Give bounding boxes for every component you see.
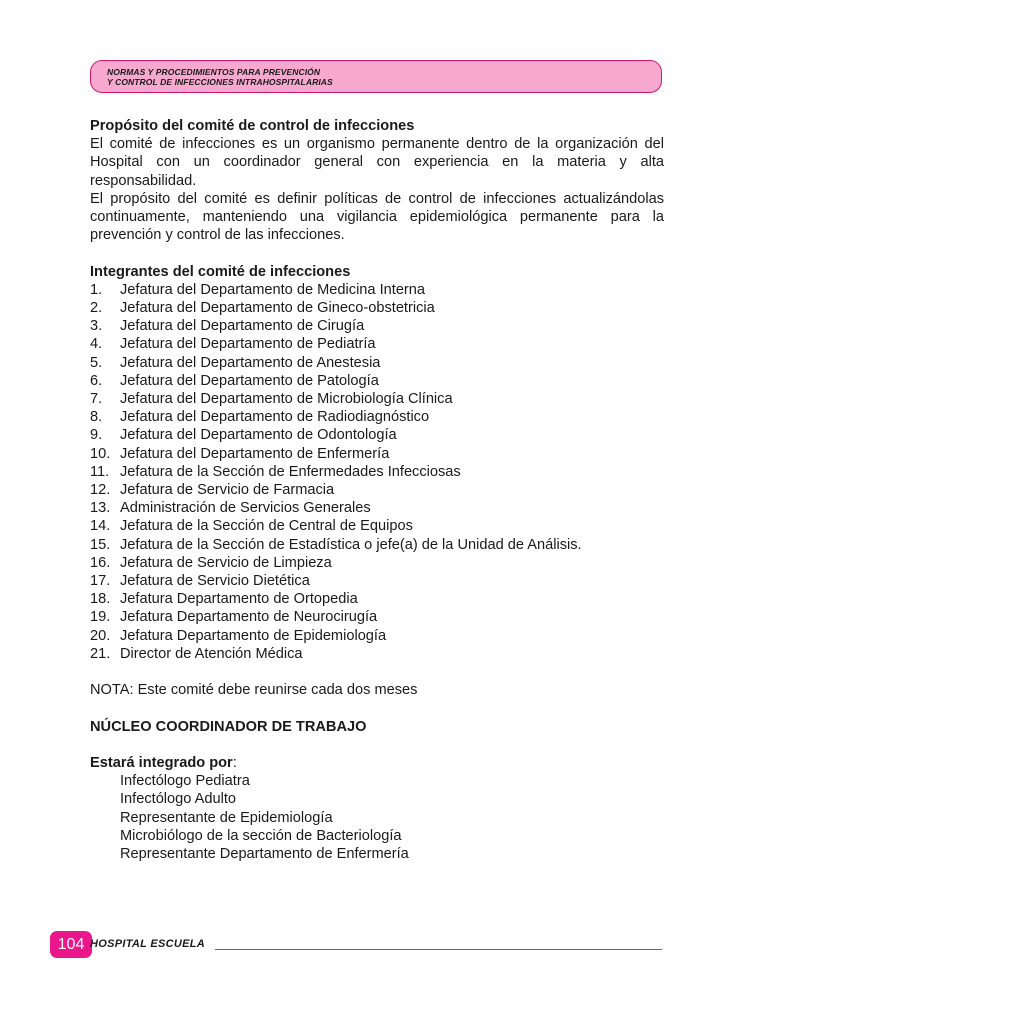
list-item: [90, 517, 664, 535]
list-item: [90, 317, 664, 335]
list-item: [90, 536, 664, 554]
list-item: [90, 499, 664, 517]
list-item-number: 21.: [90, 645, 111, 662]
nota-text: NOTA: Este comité debe reunirse cada dos meses: [90, 682, 418, 699]
list-item-text: Jefatura del Departamento de Pediatría: [120, 336, 376, 353]
list-item: [90, 572, 664, 590]
list-item-text: Director de Atención Médica: [120, 645, 303, 662]
nucleo-subheading-label: Estará integrado por: [90, 755, 233, 772]
nucleo-subheading-suffix: :: [232, 755, 237, 772]
list-item-text: Jefatura del Departamento de Odontología: [120, 427, 397, 444]
list-item-text: Administración de Servicios Generales: [120, 500, 371, 517]
list-item-number: 17.: [90, 573, 111, 590]
list-item-text: Jefatura de Servicio Dietética: [120, 573, 310, 590]
list-item: [90, 645, 664, 663]
header-line-1: NORMAS Y PROCEDIMIENTOS PARA PREVENCIÓN: [107, 67, 321, 77]
list-item-number: 3.: [90, 318, 103, 335]
list-item-text: Jefatura de la Sección de Enfermedades Infecciosas: [120, 463, 461, 480]
list-item: [90, 463, 664, 481]
list-item-number: 2.: [90, 300, 103, 317]
list-item-text: Jefatura de Servicio de Limpieza: [120, 554, 332, 571]
running-header: [90, 60, 662, 93]
list-item-text: Jefatura del Departamento de Medicina Interna: [120, 281, 426, 298]
list-item-number: 6.: [90, 372, 103, 389]
list-item-text: Jefatura del Departamento de Enfermería: [120, 445, 390, 462]
list-item: [90, 590, 664, 608]
header-line-2: Y CONTROL DE INFECCIONES INTRAHOSPITALARIAS: [107, 77, 333, 87]
list-item: Representante de Epidemiología: [120, 809, 333, 826]
list-item-text: Jefatura de la Sección de Central de Equipos: [120, 518, 413, 535]
nucleo-subheading: [90, 754, 664, 772]
page-body: [90, 117, 664, 863]
list-item-number: 10.: [90, 445, 111, 462]
list-item-text: Jefatura Departamento de Neurocirugía: [120, 609, 378, 626]
list-item-number: 5.: [90, 354, 103, 371]
list-item-number: 7.: [90, 391, 103, 408]
integrantes-heading: Integrantes del comité de infecciones: [90, 263, 351, 280]
list-item: Infectólogo Pediatra: [120, 773, 250, 790]
list-item-number: 11.: [90, 463, 110, 480]
list-item-text: Jefatura de la Sección de Estadística o jefe(a) de la Unidad de Análisis.: [120, 536, 582, 553]
list-item-number: 8.: [90, 409, 103, 426]
list-item-text: Jefatura del Departamento de Radiodiagnóstico: [120, 409, 430, 426]
list-item-text: Jefatura Departamento de Ortopedia: [120, 591, 358, 608]
list-item-text: Jefatura Departamento de Epidemiología: [120, 627, 387, 644]
list-item-text: Jefatura del Departamento de Patología: [120, 372, 379, 389]
list-item-text: Jefatura del Departamento de Gineco-obstetricia: [120, 300, 435, 317]
list-item-text: Jefatura del Departamento de Microbiología Clínica: [120, 391, 453, 408]
list-item-number: 14.: [90, 518, 111, 535]
list-item-number: 18.: [90, 591, 111, 608]
proposito-paragraph-2: El propósito del comité es definir políticas de control de infecciones actualizándolas continuamente, manteniendo una vigilancia epidemiológica permanente para la prevención y control de las infecciones.: [90, 190, 664, 244]
list-item: [90, 335, 664, 353]
list-item: Representante Departamento de Enfermería: [120, 846, 409, 863]
nucleo-heading: NÚCLEO COORDINADOR DE TRABAJO: [90, 718, 367, 735]
proposito-paragraph-1: El comité de infecciones es un organismo permanente dentro de la organización del Hospital con un coordinador general con experiencia en la materia y alta responsabilidad.: [90, 136, 664, 189]
footer-label: HOSPITAL ESCUELA: [90, 938, 206, 950]
list-item: [90, 408, 664, 426]
list-item: [90, 372, 664, 390]
list-item: [90, 481, 664, 499]
list-item-number: 20.: [90, 627, 111, 644]
list-item: [90, 390, 664, 408]
list-item-number: 1.: [90, 281, 103, 298]
proposito-heading: Propósito del comité de control de infecciones: [90, 118, 415, 134]
list-item-number: 12.: [90, 482, 111, 499]
list-item: [90, 608, 664, 626]
list-item-number: 13.: [90, 500, 111, 517]
integrantes-list: [90, 281, 664, 663]
list-item-text: Jefatura de Servicio de Farmacia: [120, 482, 335, 499]
page-number: 104: [50, 931, 92, 958]
nucleo-list: [90, 772, 664, 863]
page-footer: [50, 931, 664, 959]
list-item-text: Jefatura del Departamento de Anestesia: [120, 354, 381, 371]
list-item: [90, 426, 664, 444]
list-item: [90, 299, 664, 317]
list-item-number: 9.: [90, 427, 103, 444]
list-item: Microbiólogo de la sección de Bacteriología: [120, 827, 402, 844]
footer-rule: [215, 949, 662, 950]
list-item: [90, 354, 664, 372]
list-item-number: 15.: [90, 536, 111, 553]
list-item: [90, 281, 664, 299]
list-item-number: 19.: [90, 609, 111, 626]
list-item: Infectólogo Adulto: [120, 791, 237, 808]
list-item-text: Jefatura del Departamento de Cirugía: [120, 318, 365, 335]
list-item-number: 16.: [90, 554, 111, 571]
list-item: [90, 627, 664, 645]
list-item-number: 4.: [90, 336, 103, 353]
list-item: [90, 445, 664, 463]
list-item: [90, 554, 664, 572]
